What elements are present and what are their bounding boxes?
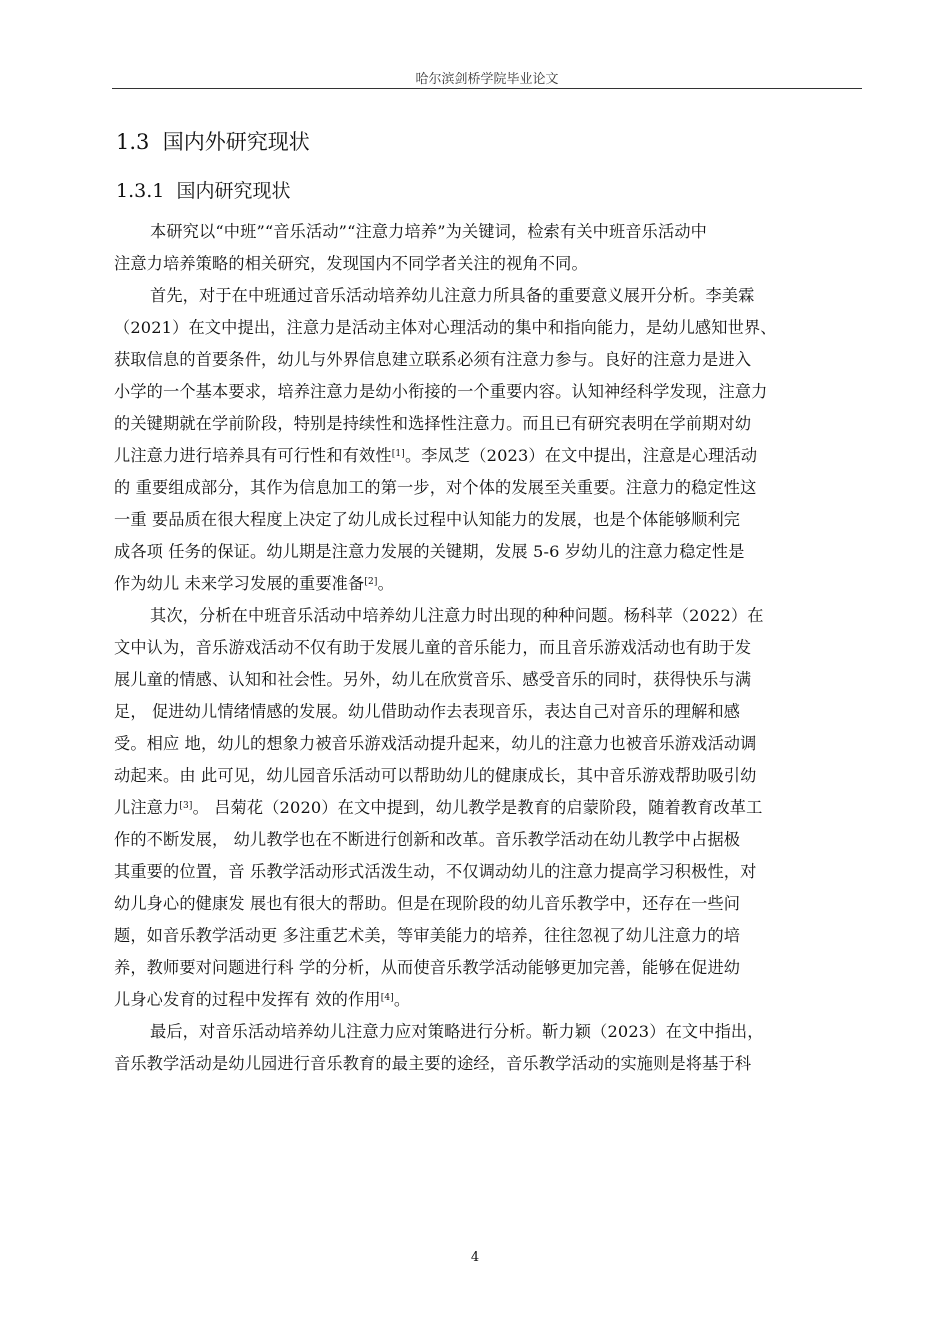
text-line xyxy=(114,1048,862,1080)
line-text: 一重 要品质在很大程度上决定了幼儿成长过程中认知能力的发展，也是个体能够顺利完 xyxy=(114,510,741,529)
line-text: 受。相应 地，幼儿的想象力被音乐游戏活动提升起来，幼儿的注意力也被音乐游戏活动调 xyxy=(114,734,757,753)
text-line xyxy=(114,472,862,504)
text-line xyxy=(114,984,862,1016)
subsection-number: 1.3.1 xyxy=(116,180,165,202)
line-text: 养，教师要对问题进行科 学的分析，从而使音乐教学活动能够更加完善，能够在促进幼 xyxy=(114,958,741,977)
text-line xyxy=(114,248,862,280)
text-line xyxy=(114,920,862,952)
subsection-heading xyxy=(116,176,290,203)
text-line xyxy=(114,440,862,472)
line-text-continued: 。 xyxy=(377,574,394,593)
text-line xyxy=(114,760,862,792)
line-text: 儿注意力 xyxy=(114,798,180,817)
section-heading xyxy=(116,126,310,156)
line-text: 的关键期就在学前阶段，特别是持续性和选择性注意力。而且已有研究表明在学前期对幼 xyxy=(114,414,752,433)
line-text: 本研究以“中班”“音乐活动”“注意力培养”为关键词，检索有关中班音乐活动中 xyxy=(150,222,708,241)
citation-marker: [1] xyxy=(391,449,405,459)
subsection-title: 国内研究现状 xyxy=(176,180,291,202)
text-line xyxy=(114,1016,862,1048)
line-text: 最后，对音乐活动培养幼儿注意力应对策略进行分析。靳力颖（2023）在文中指出， xyxy=(150,1022,764,1041)
text-line xyxy=(114,536,862,568)
line-text: 首先，对于在中班通过音乐活动培养幼儿注意力所具备的重要意义展开分析。李美霖 xyxy=(150,286,755,305)
text-line xyxy=(114,600,862,632)
line-text: 小学的一个基本要求，培养注意力是幼小衔接的一个重要内容。认知神经科学发现，注意力 xyxy=(114,382,768,401)
citation-marker: [2] xyxy=(364,577,378,587)
text-line xyxy=(114,312,862,344)
section-title: 国内外研究现状 xyxy=(162,130,310,154)
line-text: 题，如音乐教学活动更 多注重艺术美，等审美能力的培养，往往忽视了幼儿注意力的培 xyxy=(114,926,741,945)
line-text: 音乐教学活动是幼儿园进行音乐教育的最主要的途经，音乐教学活动的实施则是将基于科 xyxy=(114,1054,752,1073)
text-line xyxy=(114,952,862,984)
line-text: 其次，分析在中班音乐活动中培养幼儿注意力时出现的种种问题。杨科苹（2022）在 xyxy=(150,606,764,625)
line-text: 动起来。由 此可见，幼儿园音乐活动可以帮助幼儿的健康成长，其中音乐游戏帮助吸引幼 xyxy=(114,766,757,785)
citation-marker: [4] xyxy=(380,993,394,1003)
line-text: 的 重要组成部分，其作为信息加工的第一步，对个体的发展至关重要。注意力的稳定性这 xyxy=(114,478,757,497)
text-line xyxy=(114,632,862,664)
line-text: 幼儿身心的健康发 展也有很大的帮助。但是在现阶段的幼儿音乐教学中，还存在一些问 xyxy=(114,894,741,913)
text-line xyxy=(114,856,862,888)
text-line xyxy=(114,504,862,536)
citation-marker: [3] xyxy=(179,801,193,811)
header-rule xyxy=(112,88,862,89)
line-text: 儿身心发育的过程中发挥有 效的作用 xyxy=(114,990,381,1009)
text-line xyxy=(114,216,862,248)
section-number: 1.3 xyxy=(116,130,150,154)
text-line xyxy=(114,792,862,824)
line-text: 其重要的位置，音 乐教学活动形式活泼生动，不仅调动幼儿的注意力提高学习积极性，对 xyxy=(114,862,757,881)
line-text: 获取信息的首要条件，幼儿与外界信息建立联系必须有注意力参与。良好的注意力是进入 xyxy=(114,350,752,369)
line-text: 作的不断发展， 幼儿教学也在不断进行创新和改革。音乐教学活动在幼儿教学中占据极 xyxy=(114,830,741,849)
text-line xyxy=(114,408,862,440)
text-line xyxy=(114,664,862,696)
text-line xyxy=(114,888,862,920)
line-text-continued: 。李凤芝（2023）在文中提出，注意是心理活动 xyxy=(404,446,758,465)
page-number: 4 xyxy=(470,1250,480,1265)
text-line xyxy=(114,696,862,728)
line-text: 成各项 任务的保证。幼儿期是注意力发展的关键期，发展 5-6 岁幼儿的注意力稳定性是 xyxy=(114,542,745,561)
line-text-continued: 。 吕菊花（2020）在文中提到，幼儿教学是教育的启蒙阶段，随着教育改革工 xyxy=(192,798,763,817)
line-text: 文中认为，音乐游戏活动不仅有助于发展儿童的音乐能力，而且音乐游戏活动也有助于发 xyxy=(114,638,752,657)
running-header: 哈尔滨剑桥学院毕业论文 xyxy=(415,72,559,87)
line-text: 展儿童的情感、认知和社会性。另外，幼儿在欣赏音乐、感受音乐的同时，获得快乐与满 xyxy=(114,670,752,689)
line-text-continued: 。 xyxy=(393,990,411,1009)
text-line xyxy=(114,280,862,312)
line-text: 作为幼儿 未来学习发展的重要准备 xyxy=(114,574,365,593)
text-line xyxy=(114,728,862,760)
line-text: 足， 促进幼儿情绪情感的发展。幼儿借助动作去表现音乐，表达自己对音乐的理解和感 xyxy=(114,702,741,721)
body-text xyxy=(114,216,862,1080)
text-line xyxy=(114,376,862,408)
text-line xyxy=(114,344,862,376)
text-line xyxy=(114,824,862,856)
text-line xyxy=(114,568,862,600)
line-text: （2021）在文中提出，注意力是活动主体对心理活动的集中和指向能力，是幼儿感知世界、 xyxy=(114,318,777,337)
line-text: 注意力培养策略的相关研究，发现国内不同学者关注的视角不同。 xyxy=(114,254,588,273)
line-text: 儿注意力进行培养具有可行性和有效性 xyxy=(114,446,392,465)
